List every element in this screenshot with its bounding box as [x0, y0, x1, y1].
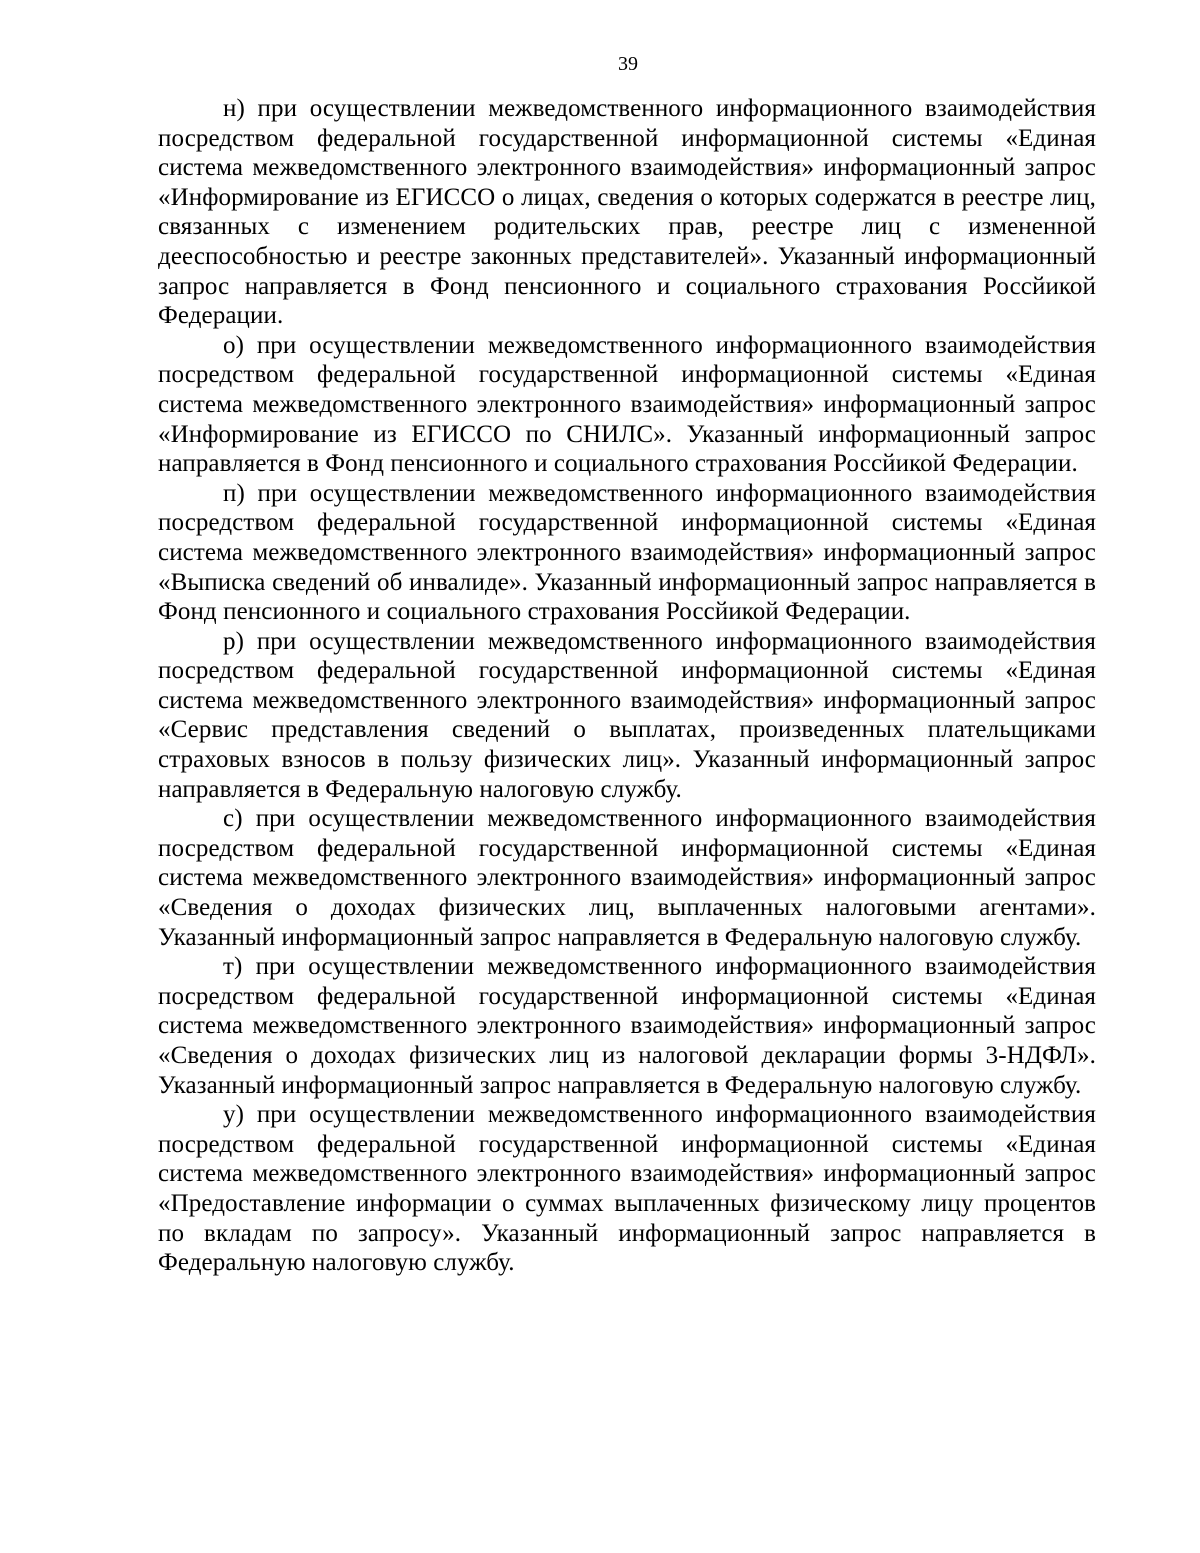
paragraph-p: п) при осуществлении межведомственного информационного взаимодействия посредством федеральной государственной информационной системы «Единая система межведомственного электронного взаимодействия» информационный запрос «Выписка сведений об инвалиде». Указанный информационный запрос направляется в Фонд пенсионного и социального страхования Россйикой Федерации. — [158, 479, 1096, 626]
document-body — [158, 94, 1096, 1278]
paragraph-n: н) при осуществлении межведомственного информационного взаимодействия посредством федеральной государственной информационной системы «Единая система межведомственного электронного взаимодействия» информационный запрос «Информирование из ЕГИССО о лицах, сведения о которых содержатся в реестре лиц, связанных с изменением родительских прав, реестре лиц с измененной дееспособностью и реестре законных представителей». Указанный информационный запрос направляется в Фонд пенсионного и социального страхования Россйикой Федерации. — [158, 95, 1096, 330]
paragraph-s: с) при осуществлении межведомственного информационного взаимодействия посредством федеральной государственной информационной системы «Единая система межведомственного электронного взаимодействия» информационный запрос «Сведения о доходах физических лиц, выплаченных налоговыми агентами». Указанный информационный запрос направляется в Федеральную налоговую службу. — [158, 805, 1096, 951]
paragraph-u: у) при осуществлении межведомственного информационного взаимодействия посредством федеральной государственной информационной системы «Единая система межведомственного электронного взаимодействия» информационный запрос «Предоставление информации о суммах выплаченных физическому лицу процентов по вкладам по запросу». Указанный информационный запрос направляется в Федеральную налоговую службу. — [158, 1101, 1096, 1277]
paragraph-o: о) при осуществлении межведомственного информационного взаимодействия посредством федеральной государственной информационной системы «Единая система межведомственного электронного взаимодействия» информационный запрос «Информирование из ЕГИССО по СНИЛС». Указанный информационный запрос направляется в Фонд пенсионного и социального страхования Россйикой Федерации. — [158, 331, 1096, 478]
page-number: 39 — [618, 53, 638, 75]
paragraph-t: т) при осуществлении межведомственного информационного взаимодействия посредством федеральной государственной информационной системы «Единая система межведомственного электронного взаимодействия» информационный запрос «Сведения о доходах физических лиц из налоговой декларации формы 3-НДФЛ». Указанный информационный запрос направляется в Федеральную налоговую службу. — [158, 953, 1096, 1099]
paragraph-r: р) при осуществлении межведомственного информационного взаимодействия посредством федеральной государственной информационной системы «Единая система межведомственного электронного взаимодействия» информационный запрос «Сервис представления сведений о выплатах, произведенных плательщиками страховых взносов в пользу физических лиц». Указанный информационный запрос направляется в Федеральную налоговую службу. — [158, 627, 1096, 803]
